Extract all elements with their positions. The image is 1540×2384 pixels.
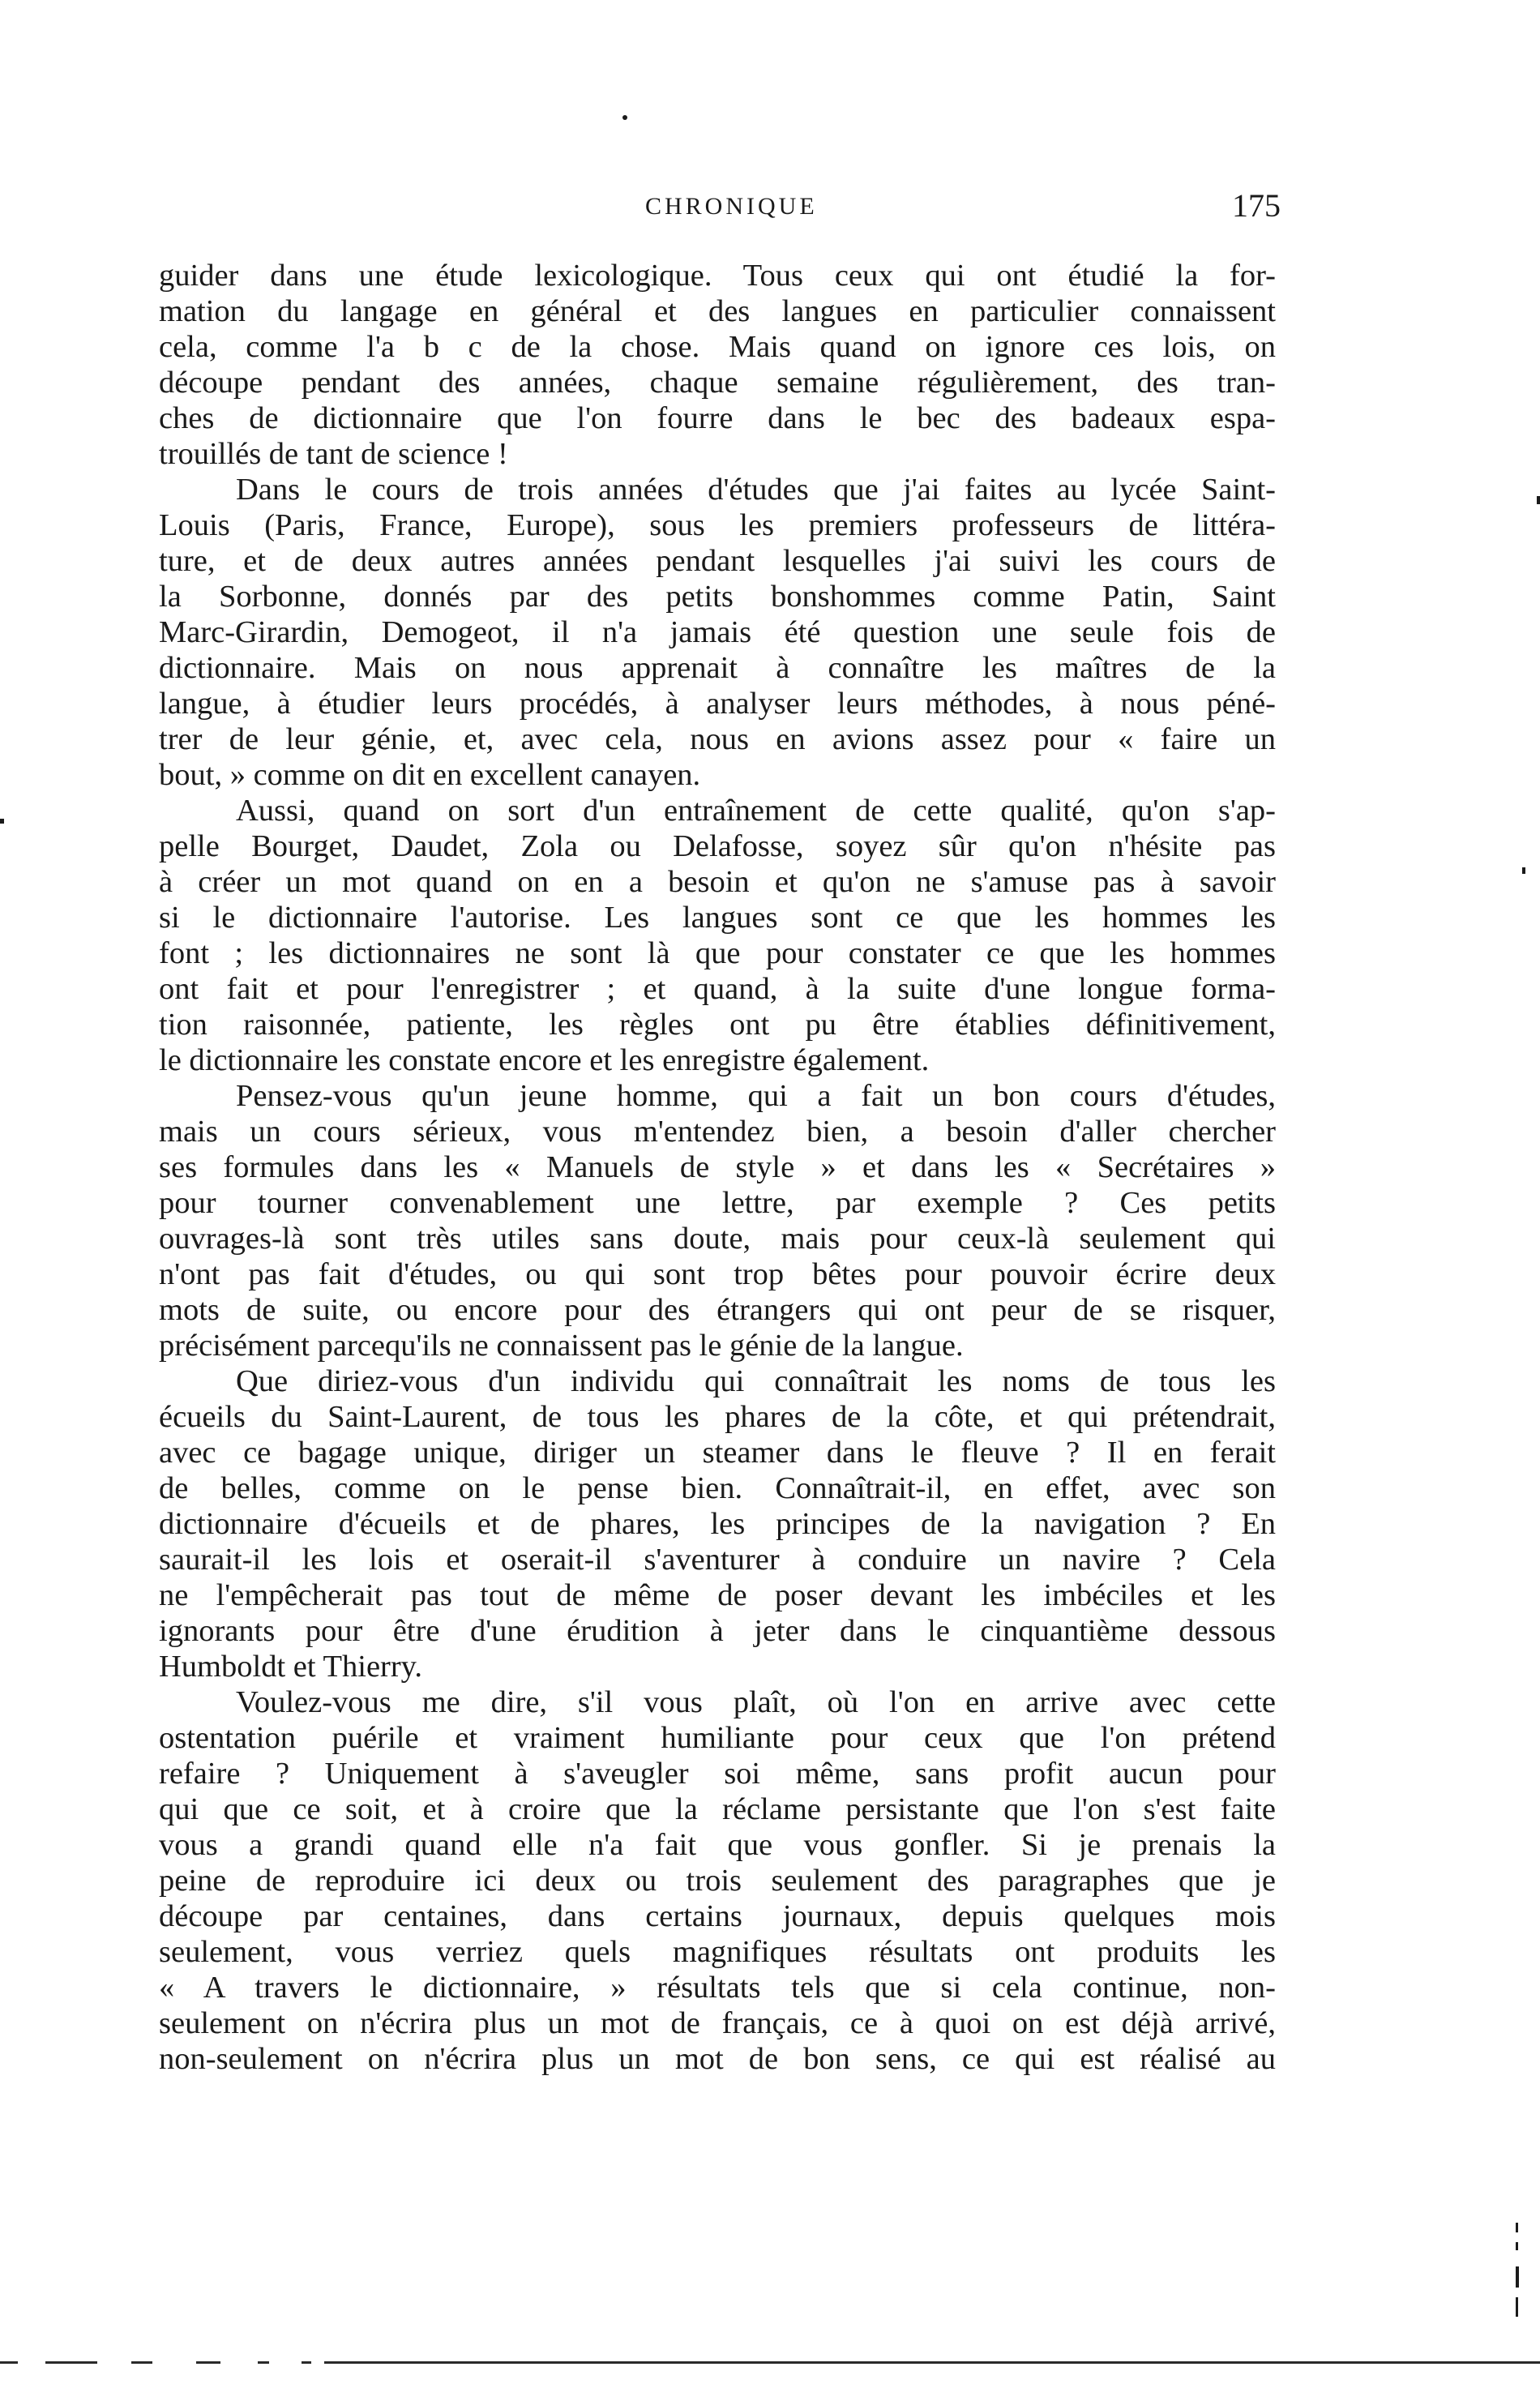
margin-speck xyxy=(1522,867,1525,874)
page-number: 175 xyxy=(1232,187,1281,224)
text-line: ouvrages-là sont très utiles sans doute, mais pour ceux-là seulement qui xyxy=(159,1222,1276,1256)
scan-edge-dash xyxy=(302,2361,311,2364)
text-line: si le dictionnaire l'autorise. Les langues sont ce que les hommes les xyxy=(159,901,1276,935)
text-line: seulement, vous verriez quels magnifiques résultats ont produits les xyxy=(159,1935,1276,1969)
text-line: écueils du Saint-Laurent, de tous les phares de la côte, et qui prétendrait, xyxy=(159,1400,1276,1434)
margin-speck xyxy=(1516,2266,1519,2288)
text-line: ostentation puérile et vraiment humiliante pour ceux que l'on prétend xyxy=(159,1721,1276,1755)
text-line: refaire ? Uniquement à s'aveugler soi même, sans profit aucun pour xyxy=(159,1757,1276,1791)
text-line: seulement on n'écrira plus un mot de français, ce à quoi on est déjà arrivé, xyxy=(159,2006,1276,2040)
scan-edge-dash xyxy=(45,2361,97,2364)
margin-speck xyxy=(1516,2242,1518,2250)
paragraph-start-line: Pensez-vous qu'un jeune homme, qui a fait un bon cours d'études, xyxy=(236,1079,1276,1113)
text-line: précisément parcequ'ils ne connaissent pas le génie de la langue. xyxy=(159,1329,964,1363)
text-line: la Sorbonne, donnés par des petits bonshommes comme Patin, Saint xyxy=(159,580,1276,614)
paragraph-start-line: Dans le cours de trois années d'études que j'ai faites au lycée Saint- xyxy=(236,473,1276,507)
text-line: guider dans une étude lexicologique. Tous ceux qui ont étudié la for- xyxy=(159,259,1276,293)
scan-edge-dash xyxy=(131,2361,152,2364)
text-line: Louis (Paris, France, Europe), sous les premiers professeurs de littéra- xyxy=(159,508,1276,542)
text-line: n'ont pas fait d'études, ou qui sont trop bêtes pour pouvoir écrire deux xyxy=(159,1257,1276,1291)
text-line: de belles, comme on le pense bien. Connaîtrait-il, en effet, avec son xyxy=(159,1471,1276,1505)
text-line: le dictionnaire les constate encore et les enregistre également. xyxy=(159,1043,930,1077)
margin-speck xyxy=(0,819,4,824)
scan-edge-dash xyxy=(196,2361,220,2364)
text-line: pour tourner convenablement une lettre, par exemple ? Ces petits xyxy=(159,1186,1276,1220)
text-line: saurait-il les lois et oserait-il s'aventurer à conduire un navire ? Cela xyxy=(159,1543,1276,1577)
text-line: font ; les dictionnaires ne sont là que pour constater ce que les hommes xyxy=(159,936,1276,970)
text-line: langue, à étudier leurs procédés, à analyser leurs méthodes, à nous péné- xyxy=(159,687,1276,721)
text-line: trer de leur génie, et, avec cela, nous en avions assez pour « faire un xyxy=(159,722,1276,756)
text-line: vous a grandi quand elle n'a fait que vous gonfler. Si je prenais la xyxy=(159,1828,1276,1862)
text-line: Humboldt et Thierry. xyxy=(159,1650,423,1684)
text-line: à créer un mot quand on en a besoin et qu'on ne s'amuse pas à savoir xyxy=(159,865,1276,899)
text-line: ont fait et pour l'enregistrer ; et quand, à la suite d'une longue forma- xyxy=(159,972,1276,1006)
running-title: CHRONIQUE xyxy=(645,193,818,220)
text-line: non-seulement on n'écrira plus un mot de bon sens, ce qui est réalisé au xyxy=(159,2042,1276,2076)
text-line: ses formules dans les « Manuels de style » et dans les « Secrétaires » xyxy=(159,1150,1276,1184)
margin-speck xyxy=(1516,2223,1518,2232)
text-line: avec ce bagage unique, diriger un steamer dans le fleuve ? Il en ferait xyxy=(159,1436,1276,1470)
text-line: ne l'empêcherait pas tout de même de poser devant les imbéciles et les xyxy=(159,1578,1276,1612)
scan-edge-dash xyxy=(324,2361,1540,2364)
text-line: mation du langage en général et des langues en particulier connaissent xyxy=(159,294,1276,328)
top-dot-mark xyxy=(622,115,627,120)
text-line: ture, et de deux autres années pendant lesquelles j'ai suivi les cours de xyxy=(159,544,1276,578)
text-line: ignorants pour être d'une érudition à jeter dans le cinquantième dessous xyxy=(159,1614,1276,1648)
text-line: cela, comme l'a b c de la chose. Mais quand on ignore ces lois, on xyxy=(159,330,1276,364)
text-line: ches de dictionnaire que l'on fourre dans le bec des badeaux espa- xyxy=(159,401,1276,435)
text-line: découpe par centaines, dans certains journaux, depuis quelques mois xyxy=(159,1899,1276,1933)
body-text xyxy=(159,258,1276,2077)
text-line: mots de suite, ou encore pour des étrangers qui ont peur de se risquer, xyxy=(159,1293,1276,1327)
text-line: dictionnaire d'écueils et de phares, les principes de la navigation ? En xyxy=(159,1507,1276,1541)
text-line: mais un cours sérieux, vous m'entendez bien, a besoin d'aller chercher xyxy=(159,1115,1276,1149)
margin-speck xyxy=(1537,496,1540,504)
text-line: bout, » comme on dit en excellent canayen. xyxy=(159,758,701,792)
text-line: « A travers le dictionnaire, » résultats tels que si cela continue, non- xyxy=(159,1971,1276,2005)
paragraph-start-line: Aussi, quand on sort d'un entraînement de cette qualité, qu'on s'ap- xyxy=(236,794,1276,828)
margin-speck xyxy=(1516,2297,1518,2317)
text-line: tion raisonnée, patiente, les règles ont pu être établies définitivement, xyxy=(159,1008,1276,1042)
paragraph-start-line: Voulez-vous me dire, s'il vous plaît, où l'on en arrive avec cette xyxy=(236,1685,1276,1719)
paragraph-start-line: Que diriez-vous d'un individu qui connaîtrait les noms de tous les xyxy=(236,1364,1276,1398)
scan-edge-dash xyxy=(0,2361,18,2364)
text-line: trouillés de tant de science ! xyxy=(159,437,508,471)
text-line: peine de reproduire ici deux ou trois seulement des paragraphes que je xyxy=(159,1864,1276,1898)
scan-edge-dash xyxy=(258,2361,269,2364)
text-line: pelle Bourget, Daudet, Zola ou Delafosse, soyez sûr qu'on n'hésite pas xyxy=(159,829,1276,863)
text-line: dictionnaire. Mais on nous apprenait à connaître les maîtres de la xyxy=(159,651,1276,685)
text-line: qui que ce soit, et à croire que la réclame persistante que l'on s'est faite xyxy=(159,1792,1276,1826)
text-line: Marc-Girardin, Demogeot, il n'a jamais été question une seule fois de xyxy=(159,615,1276,649)
text-line: découpe pendant des années, chaque semaine régulièrement, des tran- xyxy=(159,366,1276,400)
